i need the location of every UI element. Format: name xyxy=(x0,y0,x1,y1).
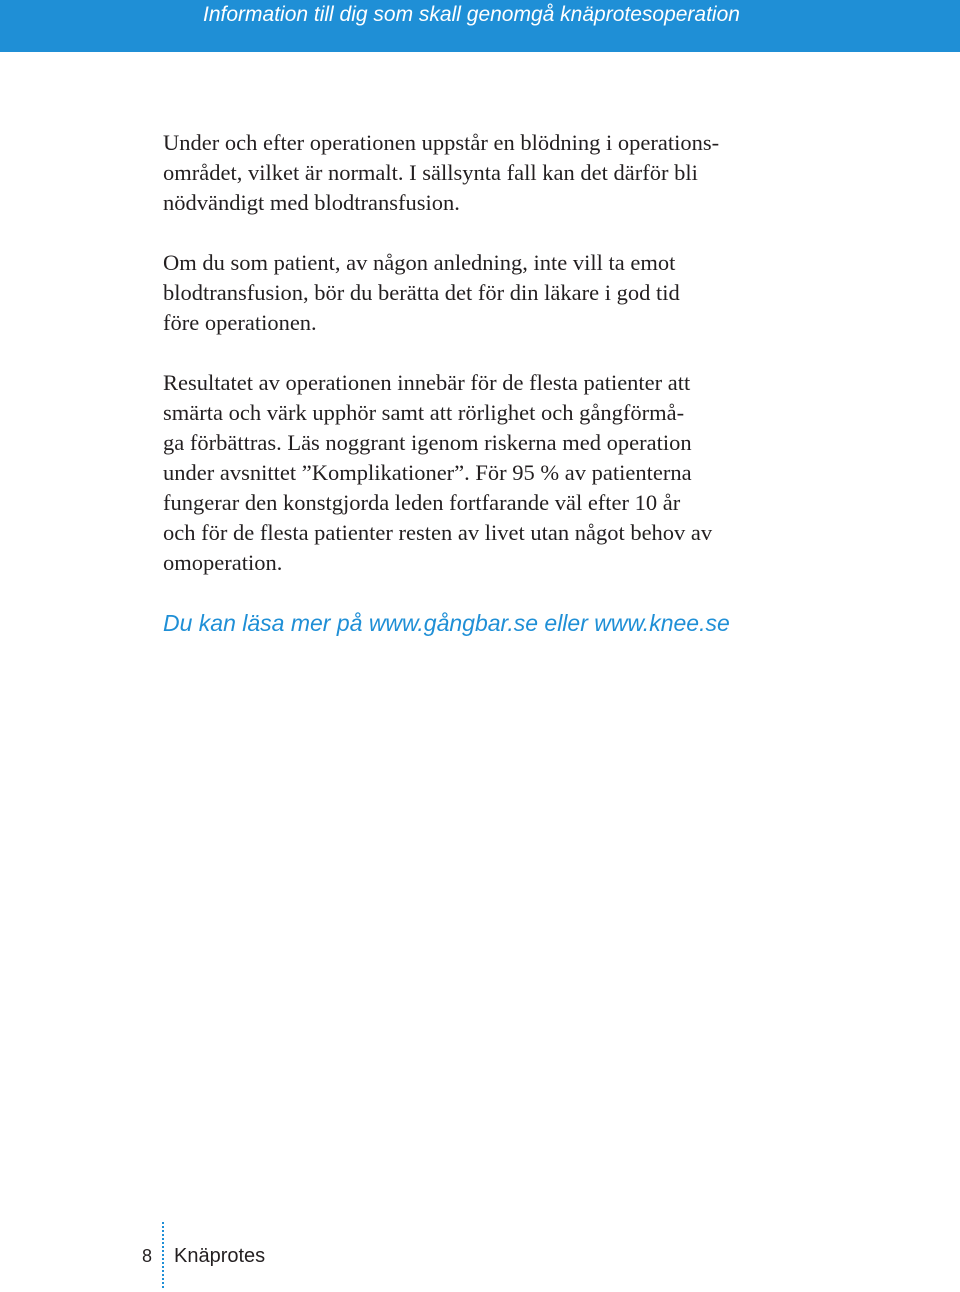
text-line: ga förbättras. Läs noggrant igenom riskerna med operation xyxy=(163,430,692,455)
text-line: blodtransfusion, bör du berätta det för din läkare i god tid xyxy=(163,280,680,305)
header-band xyxy=(0,0,960,52)
text-line: smärta och värk upphör samt att rörlighet och gångförmå- xyxy=(163,400,685,425)
paragraph-results xyxy=(163,368,823,578)
text-line: och för de flesta patienter resten av livet utan något behov av xyxy=(163,520,713,545)
page-number: 8 xyxy=(141,1246,152,1266)
text-line: omoperation. xyxy=(163,550,283,575)
text-line: Under och efter operationen uppstår en blödning i operations- xyxy=(163,130,720,155)
text-line: nödvändigt med blodtransfusion. xyxy=(163,190,460,215)
more-info-links[interactable]: Du kan läsa mer på www.gångbar.se eller www.knee.se xyxy=(163,610,730,636)
text-line: området, vilket är normalt. I sällsynta fall kan det därför bli xyxy=(163,160,698,185)
paragraph-transfusion-refusal xyxy=(163,248,823,338)
text-line: Resultatet av operationen innebär för de flesta patienter att xyxy=(163,370,691,395)
main-content xyxy=(163,128,823,638)
footer-label: Knäprotes xyxy=(174,1245,266,1267)
text-line: fungerar den konstgjorda leden fortfarande väl efter 10 år xyxy=(163,490,681,515)
text-line: under avsnittet ”Komplikationer”. För 95 % av patienterna xyxy=(163,460,692,485)
text-line: Om du som patient, av någon anledning, inte vill ta emot xyxy=(163,250,676,275)
paragraph-blood-loss xyxy=(163,128,823,218)
header-title: Information till dig som skall genomgå knäprotesoperation xyxy=(203,3,740,26)
page-footer xyxy=(0,1222,960,1292)
footer-divider xyxy=(162,1222,164,1288)
text-line: före operationen. xyxy=(163,310,317,335)
